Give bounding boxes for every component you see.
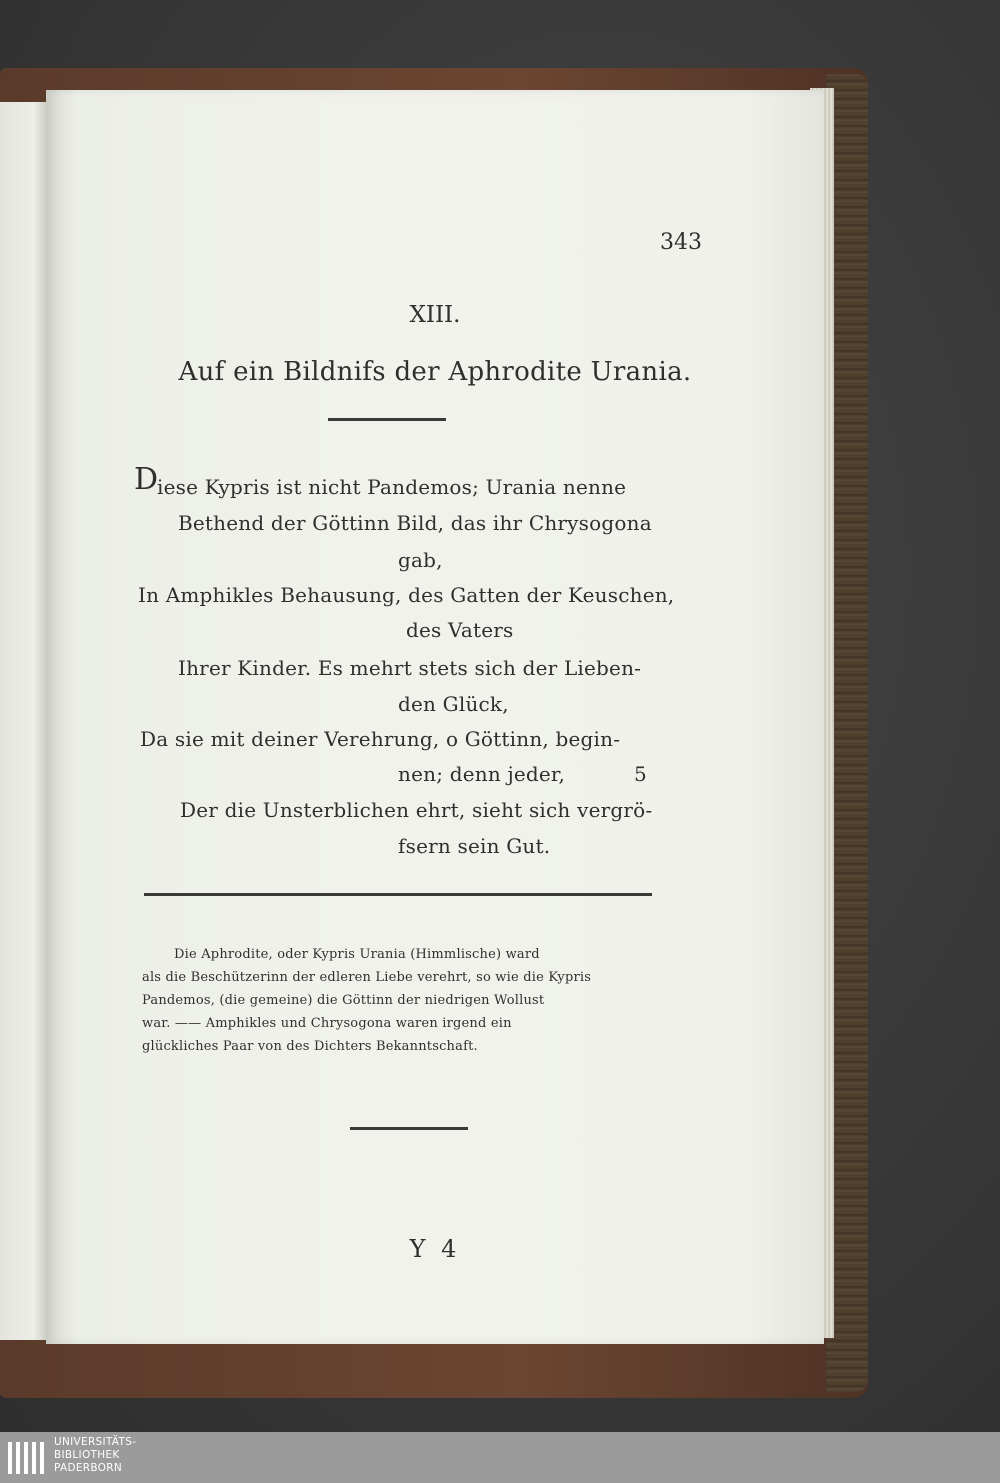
verse-line: Da sie mit deiner Verehrung, o Göttinn, begin-: [140, 727, 621, 751]
library-footer: [0, 1432, 1000, 1483]
verse-line: Bethend der Göttinn Bild, das ihr Chrysogona: [178, 511, 652, 535]
footnote-line: als die Beschützerinn der edleren Liebe verehrt, so wie die Kypris: [142, 970, 592, 985]
library-name-line: PADERBORN: [54, 1462, 122, 1474]
footnote-line: Die Aphrodite, oder Kypris Urania (Himmlische) ward: [174, 947, 540, 962]
right-page: [46, 90, 824, 1344]
poem-title: Auf ein Bildnifs der Aphrodite Urania.: [178, 357, 692, 387]
verse-initial: D: [134, 462, 159, 497]
verse-line: fsern sein Gut.: [398, 834, 551, 858]
verse-line: den Glück,: [398, 692, 509, 716]
line-number: 5: [634, 762, 647, 786]
verse-line: des Vaters: [406, 618, 514, 642]
library-name: [54, 1436, 136, 1475]
library-name-line: UNIVERSITÄTS-: [54, 1436, 137, 1448]
library-name-line: BIBLIOTHEK: [54, 1449, 120, 1461]
footnote-line: Pandemos, (die gemeine) die Göttinn der niedrigen Wollust: [142, 993, 545, 1008]
end-rule: [350, 1127, 468, 1130]
verse-line: iese Kypris ist nicht Pandemos; Urania nenne: [157, 475, 627, 499]
title-rule: [328, 418, 446, 421]
footnote-rule: [144, 893, 652, 896]
footnote-line: glückliches Paar von des Dichters Bekanntschaft.: [142, 1039, 478, 1054]
signature-mark: Y 4: [409, 1235, 461, 1263]
verse-line: gab,: [398, 548, 443, 572]
verse-line: In Amphikles Behausung, des Gatten der Keuschen,: [138, 583, 675, 607]
page-number: 343: [660, 230, 702, 255]
library-logo-icon: [8, 1440, 48, 1476]
verse-line: nen; denn jeder,: [398, 762, 566, 786]
section-numeral: XIII.: [409, 302, 461, 328]
verse-line: Der die Unsterblichen ehrt, sieht sich vergrö-: [180, 798, 653, 822]
footnote-line: war. —— Amphikles und Chrysogona waren irgend ein: [142, 1016, 512, 1031]
verse-line: Ihrer Kinder. Es mehrt stets sich der Lieben-: [178, 656, 642, 680]
left-page: [0, 102, 48, 1340]
